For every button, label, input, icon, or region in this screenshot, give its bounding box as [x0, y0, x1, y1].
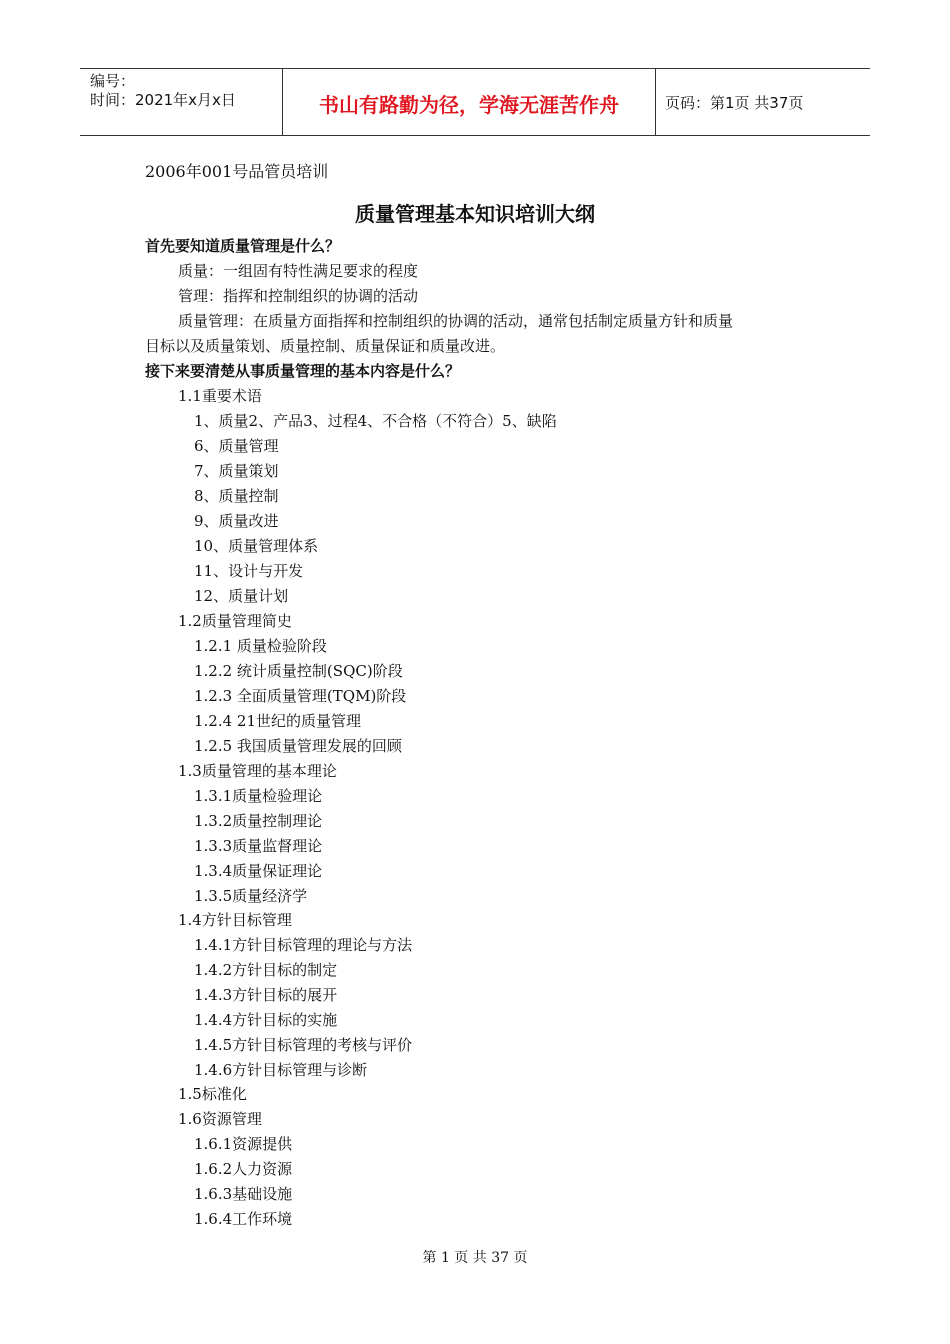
- outline-item: 1.2质量管理简史: [178, 612, 292, 630]
- outline-item: 12、质量计划: [194, 587, 289, 605]
- outline-item: 1.2.3 全面质量管理(TQM)阶段: [194, 687, 407, 705]
- outline-item: 1.6资源管理: [178, 1110, 262, 1128]
- outline-item: 1.2.5 我国质量管理发展的回顾: [194, 737, 402, 755]
- document-subtitle: 2006年001号品管员培训: [145, 162, 329, 181]
- header-divider-right: [655, 69, 656, 135]
- outline-item: 1.3.2质量控制理论: [194, 812, 323, 830]
- outline-item: 1.3.4质量保证理论: [194, 862, 323, 880]
- header-time-label: 时间：2021年x月x日: [90, 91, 236, 109]
- definition-quality-management-line2: 目标以及质量策划、质量控制、质量保证和质量改进。: [145, 337, 506, 355]
- outline-item: 1.4.2方针目标的制定: [194, 961, 338, 979]
- outline-item: 1.6.3基础设施: [194, 1185, 293, 1203]
- header-number-label: 编号：: [90, 72, 136, 90]
- outline-item: 1.6.2人力资源: [194, 1160, 293, 1178]
- header-page-label: 页码：第1页 共37页: [665, 94, 804, 112]
- outline-item: 1.1重要术语: [178, 387, 262, 405]
- outline-item: 1.5标准化: [178, 1085, 247, 1103]
- definition-management: 管理：指挥和控制组织的协调的活动: [178, 287, 419, 305]
- outline-item: 1.4.5方针目标管理的考核与评价: [194, 1036, 413, 1054]
- outline-item: 10、质量管理体系: [194, 537, 319, 555]
- definition-quality: 质量：一组固有特性满足要求的程度: [178, 262, 419, 280]
- header-motto: 书山有路勤为径，学海无涯苦作舟: [319, 93, 619, 117]
- outline-item: 1.3.3质量监督理论: [194, 837, 323, 855]
- outline-item: 1.6.4工作环境: [194, 1210, 293, 1228]
- outline-item: 1、质量2、产品3、过程4、不合格（不符合）5、缺陷: [194, 412, 557, 430]
- outline-item: 1.4.6方针目标管理与诊断: [194, 1061, 368, 1079]
- outline-item: 1.6.1资源提供: [194, 1135, 293, 1153]
- question-heading-1: 首先要知道质量管理是什么？: [145, 237, 341, 255]
- outline-item: 7、质量策划: [194, 462, 279, 480]
- outline-item: 1.4.1方针目标管理的理论与方法: [194, 936, 413, 954]
- outline-item: 8、质量控制: [194, 487, 279, 505]
- page-footer: 第 1 页 共 37 页: [422, 1250, 528, 1266]
- outline-item: 1.3.1质量检验理论: [194, 787, 323, 805]
- definition-quality-management-line1: 质量管理：在质量方面指挥和控制组织的协调的活动，通常包括制定质量方针和质量: [178, 312, 734, 330]
- outline-item: 1.2.1 质量检验阶段: [194, 637, 327, 655]
- header-bottom-rule: [80, 135, 870, 136]
- outline-item: 9、质量改进: [194, 512, 279, 530]
- document-title: 质量管理基本知识培训大纲: [355, 202, 595, 226]
- header-top-rule: [80, 68, 870, 69]
- question-heading-2: 接下来要清楚从事质量管理的基本内容是什么？: [145, 362, 461, 380]
- outline-item: 1.3质量管理的基本理论: [178, 762, 337, 780]
- outline-item: 1.3.5质量经济学: [194, 887, 308, 905]
- outline-item: 1.4.4方针目标的实施: [194, 1011, 338, 1029]
- outline-item: 6、质量管理: [194, 437, 279, 455]
- outline-item: 11、设计与开发: [194, 562, 304, 580]
- outline-item: 1.2.4 21世纪的质量管理: [194, 712, 362, 730]
- outline-item: 1.2.2 统计质量控制(SQC)阶段: [194, 662, 403, 680]
- outline-item: 1.4.3方针目标的展开: [194, 986, 338, 1004]
- outline-item: 1.4方针目标管理: [178, 911, 292, 929]
